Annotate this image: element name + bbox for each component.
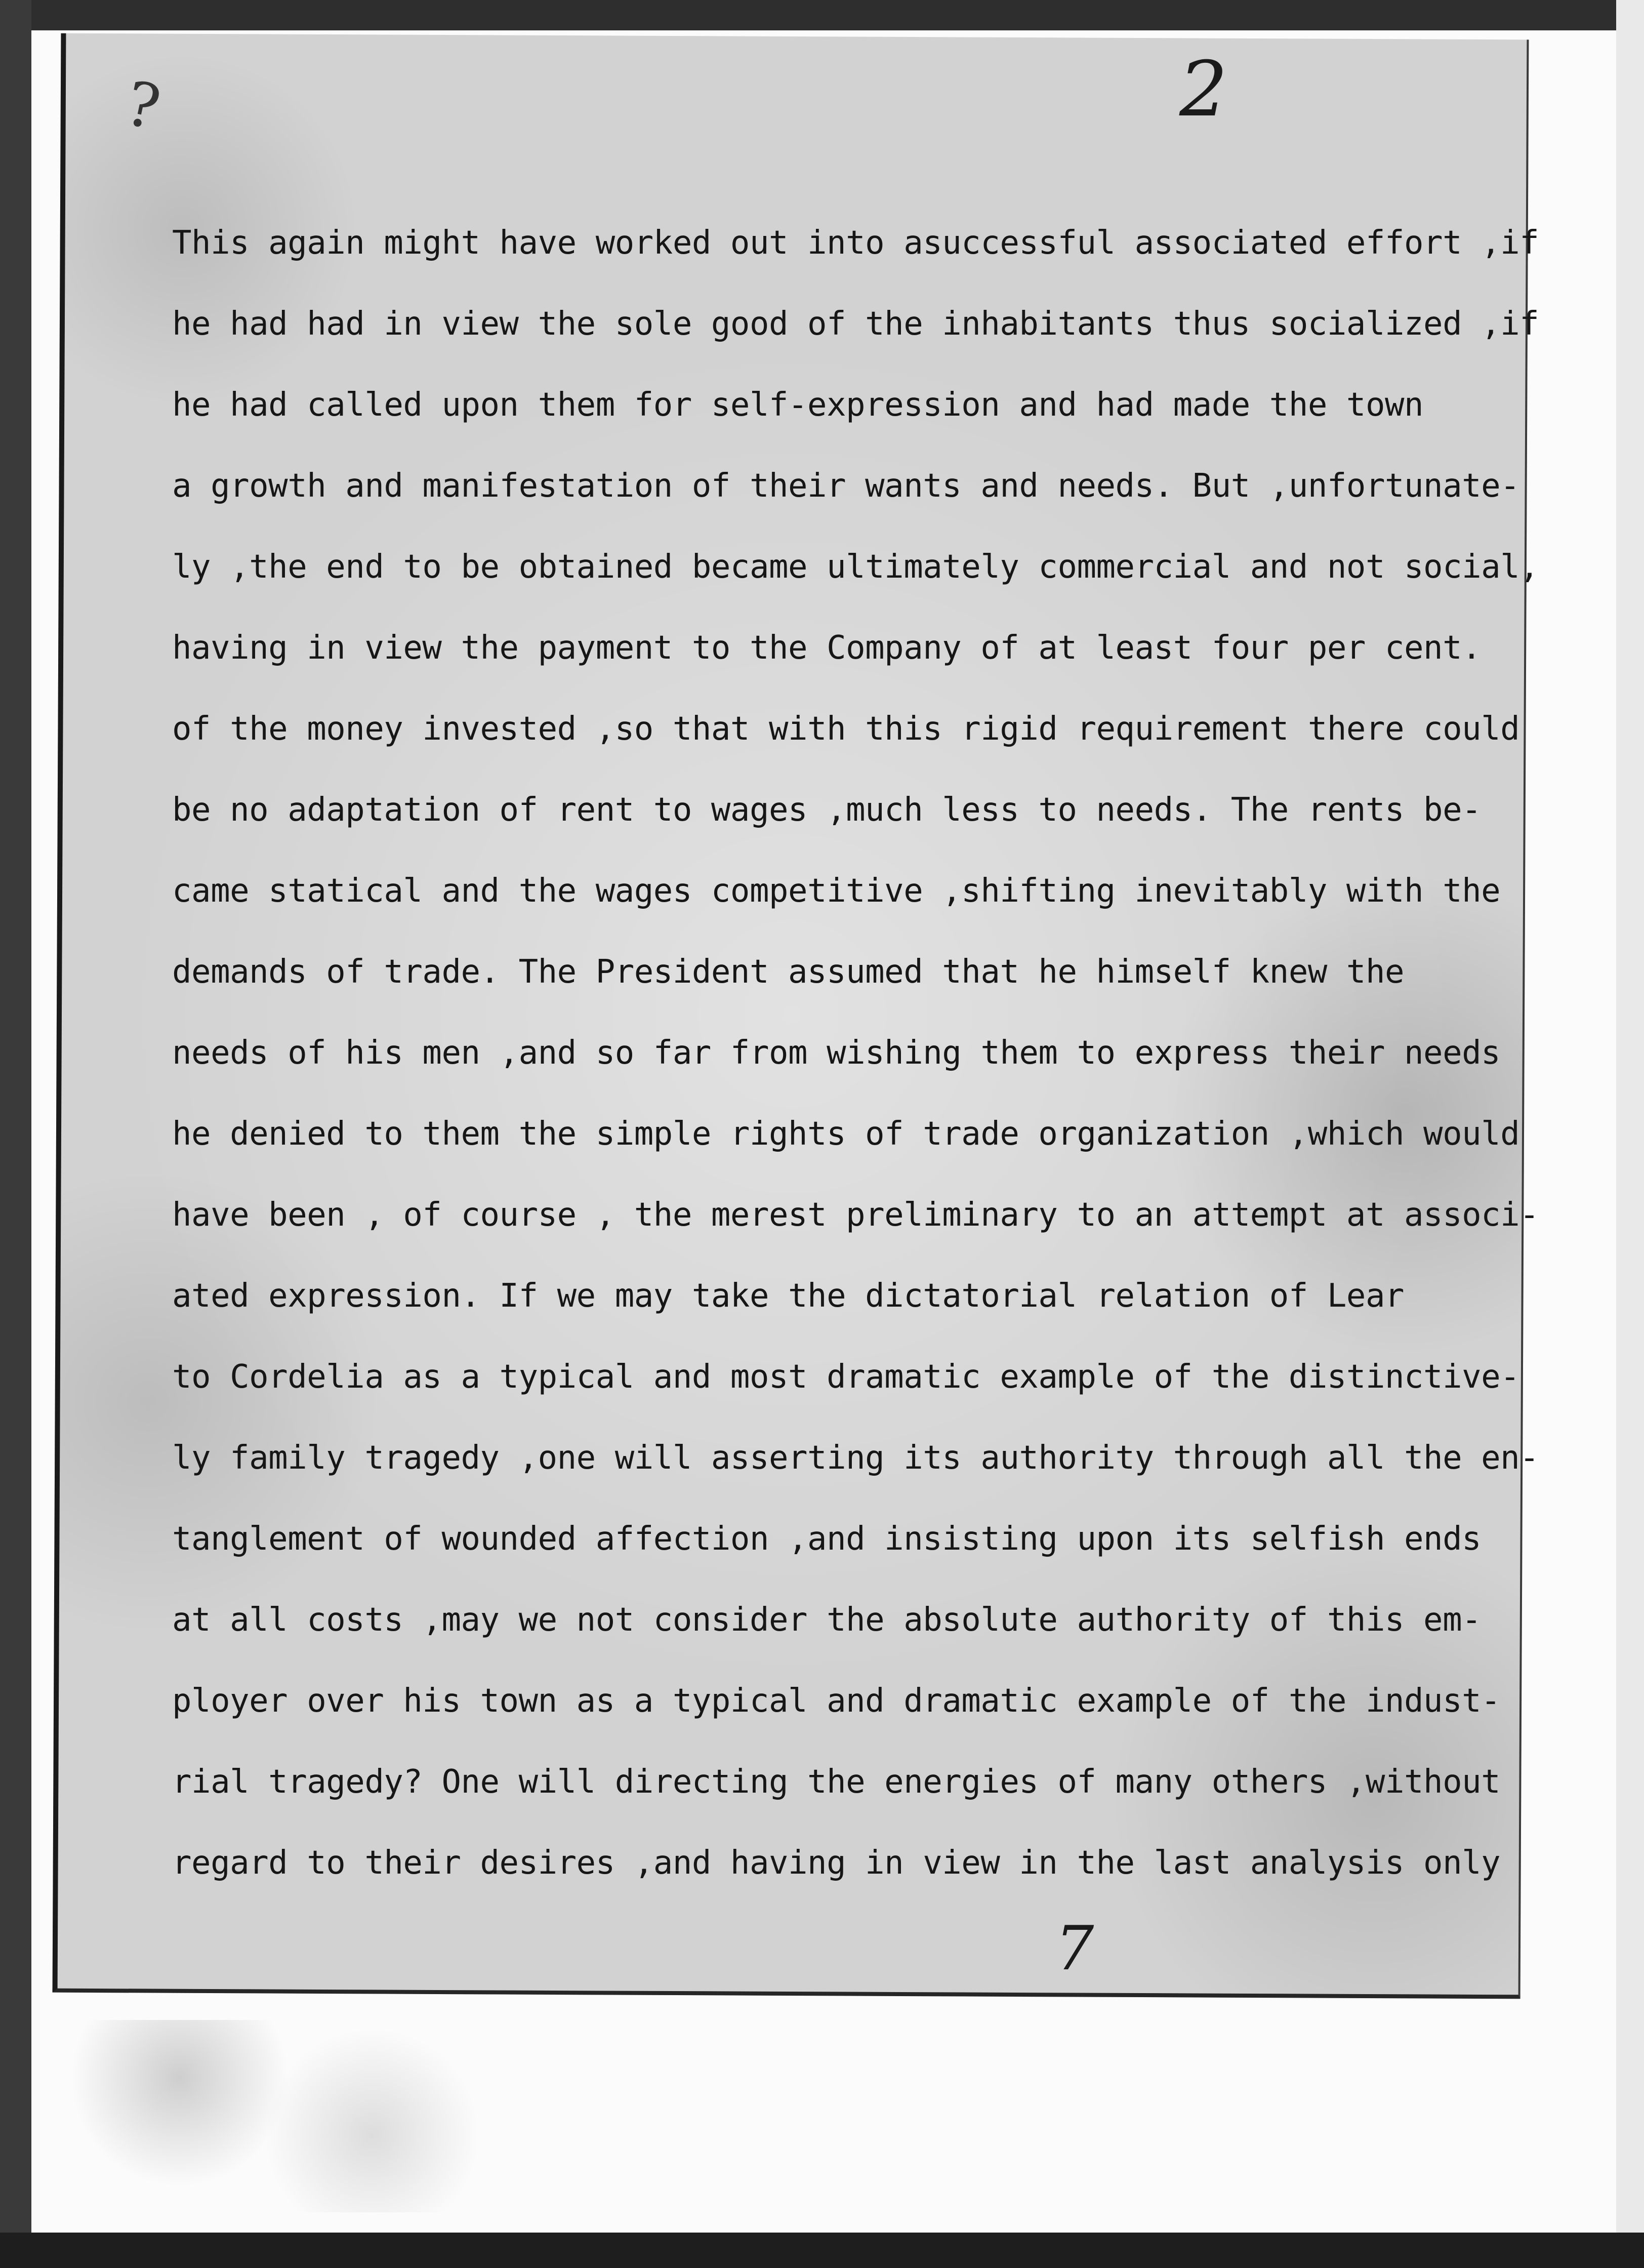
scan-border-left (0, 0, 31, 2268)
text-line: a growth and manifestation of their wants and needs. But ,unfortunate- (172, 467, 1520, 505)
text-line: be no adaptation of rent to wages ,much less to needs. The rents be- (172, 791, 1482, 829)
text-line: came statical and the wages competitive ,shifting inevitably with the (172, 872, 1501, 910)
handwritten-page-number: 2 (1179, 46, 1228, 134)
text-line: he had had in view the sole good of the inhabitants thus socialized ,if (172, 305, 1539, 343)
text-line: ployer over his town as a typical and dramatic example of the indust- (172, 1682, 1501, 1720)
text-line: ly ,the end to be obtained became ultimately commercial and not social, (172, 548, 1539, 586)
text-line: having in view the payment to the Company of at least four per cent. (172, 629, 1482, 667)
handwritten-folio-number: 7 (1055, 1914, 1094, 1984)
text-line: ated expression. If we may take the dictatorial relation of Lear (172, 1277, 1404, 1315)
text-line: demands of trade. The President assumed that he himself knew the (172, 953, 1404, 991)
text-line: needs of his men ,and so far from wishing them to express their needs (172, 1034, 1501, 1072)
typescript-body (172, 202, 1539, 1904)
scan-smudge (35, 2020, 516, 2212)
text-line: he denied to them the simple rights of trade organization ,which would (172, 1115, 1520, 1153)
text-line: he had called upon them for self-expression and had made the town (172, 386, 1424, 424)
text-line: of the money invested ,so that with this rigid requirement there could (172, 710, 1520, 748)
text-line: regard to their desires ,and having in view in the last analysis only (172, 1844, 1501, 1882)
scan-border-top (0, 0, 1644, 30)
text-line: This again might have worked out into asuccessful associated effort ,if (172, 224, 1539, 262)
text-line: to Cordelia as a typical and most dramatic example of the distinctive- (172, 1358, 1520, 1396)
text-line: tanglement of wounded affection ,and insisting upon its selfish ends (172, 1520, 1482, 1558)
scan-border-bottom (0, 2233, 1644, 2268)
text-line: ly family tragedy ,one will asserting its authority through all the en- (172, 1439, 1539, 1477)
text-line: at all costs ,may we not consider the absolute authority of this em- (172, 1601, 1482, 1639)
scan-border-right (1616, 0, 1644, 2268)
text-line: have been , of course , the merest preliminary to an attempt at associ- (172, 1196, 1539, 1234)
corner-mark: ? (119, 68, 167, 144)
text-line: rial tragedy? One will directing the energies of many others ,without (172, 1763, 1501, 1801)
